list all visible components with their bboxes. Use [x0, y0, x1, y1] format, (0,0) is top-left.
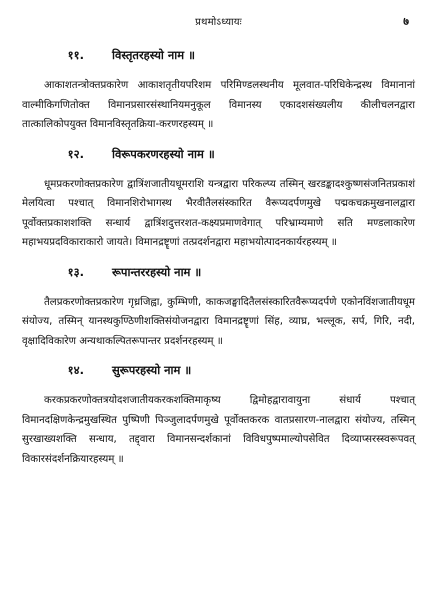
section-heading [22, 265, 415, 285]
section-number: १२. [67, 146, 84, 161]
section-title: विस्तृतरहस्यो नाम ॥ [112, 48, 196, 62]
section-number: ११. [67, 48, 84, 62]
section-body: आकाशतन्त्रोक्तप्रकारेण आकाशतृतीयपरिशम परिमिण्डलस्थनीय मूलवात-परिधिकेन्द्रस्थ विमानानां वाल्मीकिगणितोक्त विमानप्रसारसंस्थानियमनुकूल विमानस्य एकादशसंख्यलीय कीलीचलनद्वारा तात्कालिकोपयुक्त विमानविस्तृतक्रिया-करणरहस्यम् ॥ [22, 80, 415, 130]
running-title: प्रथमोऽध्यायः [195, 17, 242, 28]
page-number: ७ [403, 15, 409, 28]
section-body: करकप्रकरणोक्तत्रयोदशजातीयकरकशक्तिमाकृष्य द्विमोहद्वारावायुना संधार्य पश्चात् विमानदक्षिणकेन्द्रमुखस्थित पुष्पिणी पिञ्जुलादर्पणमुखे पूर्वोक्तकरक वातप्रसारण-नालद्वारा संयोज्य, तस्मिन् सुरखाख्यशक्ति सन्धाय, तद्द्वारा विमानसन्दर्शकानां विविधपुष्पमाल्योपसेवित दिव्याप्सरस्स्वरूपवत् विकारसंदर्शनक्रियारहस्यम् ॥ [22, 395, 415, 465]
section-13 [22, 265, 415, 352]
section-11 [22, 48, 415, 135]
section-body: धूमप्रकरणोक्तप्रकारेण द्वात्रिंशजातीयधूमराशि यन्त्रद्वारा परिकल्प्य तस्मिन् खरडङ्कादश्कुष्णसंजनितप्रकाशं मेलयित्वा पश्चात् विमानशिरोभागस्थ भैरवीतैलसंस्कारित वैरूप्यदर्पणमुखे पद्मकचक्रमुखनालद्वारा पूर्वोक्तप्रकाशशक्ति सन्धार्य द्वात्रिंशदुत्तरशत-कक्ष्यप्रमाणवेगात् परिभ्राम्यमाणे सति मण्डलाकारेण महाभयप्रदविकाराकारो जायते। विमानद्रष्टॄणां तत्प्रदर्शनद्वारा महाभयोत्पादनकार्यरहस्यम् ॥ [22, 178, 415, 248]
section-title: सुरूपरहस्यो नाम ॥ [112, 363, 192, 377]
section-title: विरूपकरणरहस्यो नाम ॥ [112, 146, 215, 161]
section-heading [22, 48, 415, 68]
section-12 [22, 147, 415, 253]
running-header [22, 14, 415, 36]
section-number: १४. [67, 363, 84, 377]
section-title: रूपान्तररहस्यो नाम ॥ [112, 264, 202, 279]
section-heading [22, 363, 415, 383]
section-14 [22, 363, 415, 469]
section-number: १३. [67, 264, 84, 279]
section-heading [22, 147, 415, 167]
section-body: तैलप्रकरणोक्तप्रकारेण गृध्रजिह्वा, कुम्भिणी, काकजङ्घादितैलसंस्कारितवैरूप्यदर्पणे एकोनविंशजातीयधूम संयोज्य, तस्मिन् यानस्थकुण्ठिणीशक्तिसंयोजनद्वारा विमानद्रष्टॄणां सिंह, व्याघ्र, भल्लूक, सर्प, गिरि, नदी, वृक्षादिविकारेण अन्यथाकल्पितरूपान्तर प्रदर्शनरहस्यम् ॥ [22, 296, 415, 347]
